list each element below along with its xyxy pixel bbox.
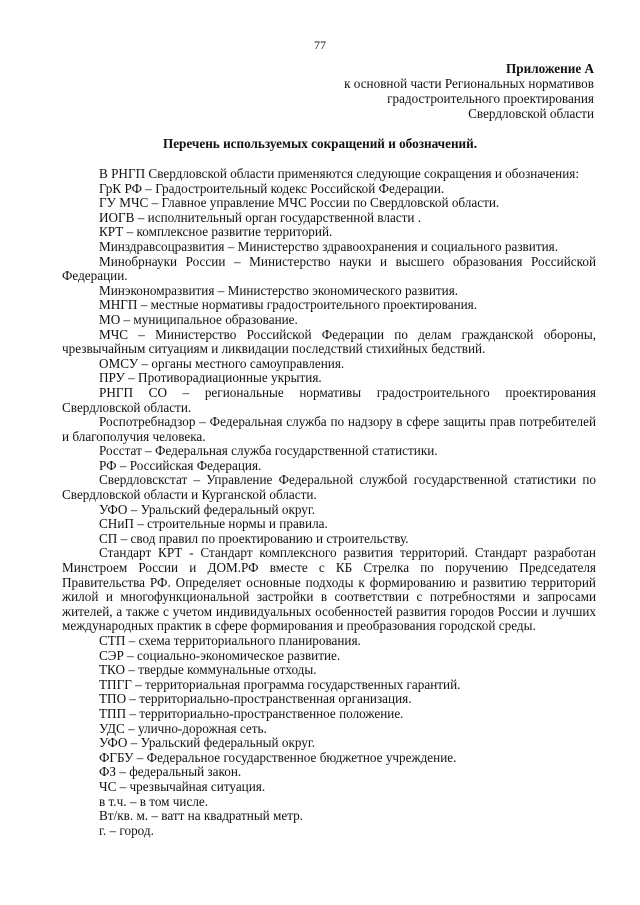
abbreviation-entry: РФ – Российская Федерация. [99, 457, 262, 473]
intro-paragraph: В РНГП Свердловской области применяются следующие сокращения и обозначения: [99, 166, 580, 181]
abbreviation-entry: Стандарт КРТ - Стандарт комплексного развития территорий. Стандарт разработан Минстроем России и ДОМ.РФ вместе с КБ Стрелка по поручению Председателя Правительства РФ. Определяет основные подходы к формированию и развитию территорий жилой и многофункциональной застройки в соответствии с потребностями и запросами жителей, а также с учетом индивидуальных особенностей развития городов России и лучших международных практик в сфере формирования и преобразования городской среды. [62, 545, 596, 634]
abbreviation-entry: Минэкономразвития – Министерство экономического развития. [99, 282, 459, 298]
abbreviation-entry: Минобрнауки России – Министерство науки и высшего образования Российской Федерации. [62, 253, 596, 284]
appendix-header [344, 61, 594, 121]
abbreviation-entry: Вт/кв. м. – ватт на квадратный метр. [99, 808, 304, 824]
abbreviation-entry: Росстат – Федеральная служба государственной статистики. [99, 443, 438, 459]
abbreviation-entry: ОМСУ – органы местного самоуправления. [99, 355, 345, 371]
abbreviation-entry: Роспотребнадзор – Федеральная служба по надзору в сфере защиты прав потребителей и благополучия человека. [62, 414, 596, 444]
abbreviation-entry: Минздравсоцразвития – Министерство здравоохранения и социального развития. [99, 238, 559, 254]
abbreviation-entry: ФГБУ – Федеральное государственное бюджетное учреждение. [99, 749, 457, 765]
appendix-title: Приложение А [506, 61, 594, 76]
abbreviation-entry: МНГП – местные нормативы градостроительного проектирования. [99, 297, 478, 313]
abbreviation-entry: СЭР – социально-экономическое развитие. [99, 647, 341, 663]
abbreviation-entry: Свердловскстат – Управление Федеральной службой государственной статистики по Свердловской области и Курганской области. [62, 472, 596, 503]
abbreviation-entry: ПРУ – Противорадиационные укрытия. [99, 370, 322, 386]
abbreviation-list [62, 167, 596, 838]
abbreviation-entry: ГУ МЧС – Главное управление МЧС России по Свердловской области. [99, 195, 500, 211]
appendix-line: Свердловской области [468, 106, 594, 121]
abbreviation-entry: ТПП – территориально-пространственное положение. [99, 705, 404, 721]
abbreviation-entry: КРТ – комплексное развитие территорий. [99, 224, 333, 240]
abbreviation-entry: УФО – Уральский федеральный округ. [99, 735, 316, 751]
abbreviation-entry: в т.ч. – в том числе. [99, 793, 209, 809]
abbreviation-entry: ГрК РФ – Градостроительный кодекс Российской Федерации. [99, 180, 445, 196]
abbreviation-entry: УДС – улично-дорожная сеть. [99, 720, 267, 736]
appendix-line: к основной части Региональных нормативов [344, 76, 594, 91]
abbreviation-entry: ФЗ – федеральный закон. [99, 764, 242, 780]
abbreviation-entry: ИОГВ – исполнительный орган государственной власти . [99, 209, 422, 225]
abbreviation-entry: ЧС – чрезвычайная ситуация. [99, 778, 266, 794]
abbreviation-entry: ТКО – твердые коммунальные отходы. [99, 662, 317, 678]
abbreviation-entry: ТПГГ – территориальная программа государственных гарантий. [99, 676, 461, 692]
abbreviation-entry: ТПО – территориально-пространственная организация. [99, 691, 412, 707]
abbreviation-entry: МО – муниципальное образование. [99, 311, 298, 327]
abbreviation-entry: СТП – схема территориального планирования. [99, 633, 361, 648]
abbreviation-entry: МЧС – Министерство Российской Федерации по делам гражданской обороны, чрезвычайным ситуациям и ликвидации последствий стихийных бедствий. [62, 326, 596, 357]
document-title: Перечень используемых сокращений и обозначений. [162, 136, 478, 151]
abbreviation-entry: СП – свод правил по проектированию и строительству. [99, 530, 409, 546]
abbreviation-entry: УФО – Уральский федеральный округ. [99, 501, 316, 517]
appendix-line: градостроительного проектирования [387, 91, 594, 106]
abbreviation-entry: РНГП СО – региональные нормативы градостроительного проектирования Свердловской области. [62, 384, 596, 415]
abbreviation-entry: СНиП – строительные нормы и правила. [99, 516, 328, 532]
page-number: 77 [314, 38, 326, 52]
abbreviation-entry: г. – город. [99, 822, 154, 838]
